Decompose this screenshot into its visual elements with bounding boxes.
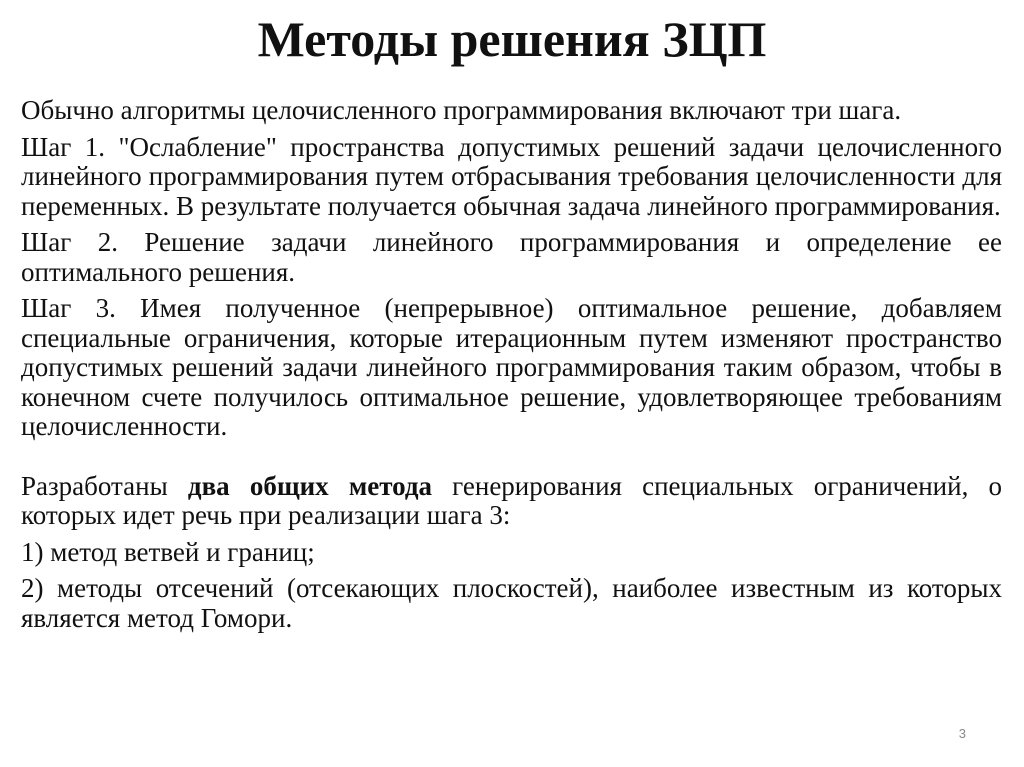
slide-body <box>21 96 1002 640</box>
step-2-paragraph: Шаг 2. Решение задачи линейного программирования и определение ее оптимального решения. <box>21 227 1002 287</box>
step-3-paragraph: Шаг 3. Имея полученное (непрерывное) оптимальное решение, добавляем специальные ограничения, которые итерационным путем изменяют пространство допустимых решений задачи линейного программирования таким образом, чтобы в конечном счете получилось оптимальное решение, удовлетворяющее требованиям целочисленности. <box>21 293 1002 441</box>
intro-paragraph: Обычно алгоритмы целочисленного программирования включают три шага. <box>21 95 902 125</box>
methods-bold-text: два общих метода <box>187 470 432 501</box>
step-1-paragraph: Шаг 1. "Ослабление" пространства допустимых решений задачи целочисленного линейного программирования путем отбрасывания требования целочисленности для переменных. В результате получается обычная задача линейного программирования. <box>21 131 1002 221</box>
slide-title: Методы решения ЗЦП <box>257 11 767 67</box>
methods-suffix: генерирования специальных ограничений, о которых идет речь при реализации шага 3: <box>21 470 1002 530</box>
methods-paragraph <box>21 472 1002 531</box>
methods-prefix: Разработаны <box>21 470 188 501</box>
method-2-item: 2) методы отсечений (отсекающих плоскостей), наиболее известным из которых является метод Гомори. <box>21 573 1002 633</box>
page-number: 3 <box>958 726 966 741</box>
method-1-item: 1) метод ветвей и границ; <box>21 536 315 567</box>
